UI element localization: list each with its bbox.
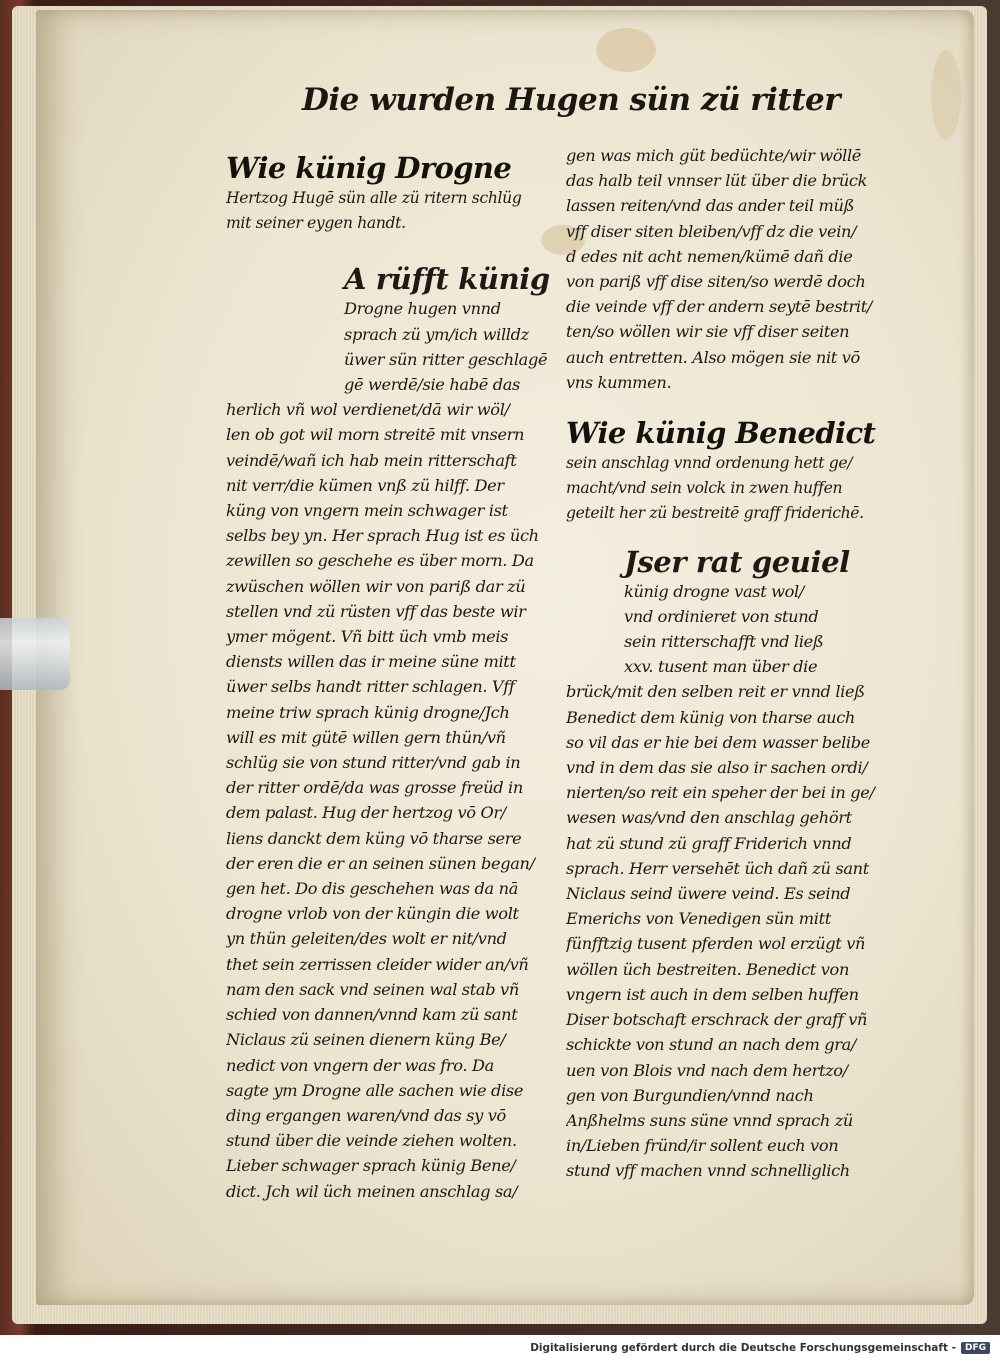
text-line: Drogne hugen vnnd [344,299,501,319]
text-line: stellen vnd zü rüsten vff das beste wir [226,601,526,621]
text-line: ymer mögent. Vñ bitt üch vmb meis [226,627,509,647]
text-line: selbs bey yn. Her sprach Hug ist es üch [226,526,539,546]
text-line: nierten/so reit ein speher der bei in ge/ [566,783,875,803]
text-line: nit verr/die kümen vnß zü hilff. Der [226,475,504,495]
paragraph [566,545,884,1184]
text-line: von pariß vff dise siten/so werdē doch [566,272,866,292]
text-line: dem palast. Hug der hertzog vō Or/ [226,803,506,823]
text-line: Niclaus seind üwere veind. Es seind [566,884,851,904]
text-line: gē werdē/sie habē das [344,375,521,395]
text-line: schied von dannen/vnnd kam zü sant [226,1005,518,1025]
running-header: Die wurden Hugen sün zü ritter [302,82,841,118]
text-line: len ob got wil morn streitē mit vnsern [226,425,525,445]
text-line: d edes nit acht nemen/kümē dañ die [566,246,853,266]
text-line: ding ergangen waren/vnd das sy vō [226,1105,506,1125]
text-line: vns kummen. [566,372,672,392]
text-line: xxv. tusent man über die [624,657,818,677]
text-line: wesen was/vnd den anschlag gehört [566,808,852,828]
text-line: lassen reiten/vnd das ander teil müß [566,196,855,216]
text-line: ten/so wöllen wir sie vff diser seiten [566,322,850,342]
text-line: zewillen so geschehe es über morn. Da [226,551,534,571]
text-line: üwer sün ritter geschlagē [344,349,548,369]
text-line: drogne vrlob von der küngin die wolt [226,904,519,924]
text-line: uen von Blois vnd nach dem hertzo/ [566,1060,848,1080]
paragraph [226,262,552,1203]
text-line: nam den sack vnd seinen wal stab vñ [226,979,519,999]
text-line: der ritter ordē/da was grosse freüd in [226,778,523,798]
right-column [566,143,884,1184]
rubric-line: mit seiner eygen handt. [226,214,406,233]
text-line: schlüg sie von stund ritter/vnd gab in [226,753,521,773]
text-line: Emerichs von Venedigen sün mitt [566,909,831,929]
text-line: vnd in dem das sie also ir sachen ordi/ [566,758,868,778]
text-line: veindē/wañ ich hab mein ritterschaft [226,450,517,470]
text-line: vff diser siten bleiben/vff dz die vein/ [566,221,857,241]
text-line: sein ritterschafft vnd ließ [624,632,824,652]
text-line: sagte ym Drogne alle sachen wie dise [226,1080,524,1100]
text-line: will es mit gütē willen gern thün/vñ [226,727,506,747]
text-line: gen von Burgundien/vnnd nach [566,1085,814,1105]
text-line: stund vff machen vnnd schnelliglich [566,1161,850,1181]
text-line: in/Lieben fründ/ir sollent euch von [566,1136,839,1156]
text-line: küng von vngern mein schwager ist [226,501,508,521]
text-line: herlich vñ wol verdienet/dā wir wöl/ [226,400,510,420]
page-clip [0,618,70,690]
text-line: sprach. Herr versehēt üch dañ zü sant [566,858,869,878]
text-line: so vil das er hie bei dem wasser belibe [566,732,870,752]
text-line: dict. Jch wil üch meinen anschlag sa/ [226,1181,518,1201]
text-line: Benedict dem künig von tharse auch [566,707,855,727]
text-line: schickte von stund an nach dem gra/ [566,1035,857,1055]
dfg-logo: DFG [961,1342,990,1354]
text-line: diensts willen das ir meine süne mitt [226,652,516,672]
text-line: yn thün geleiten/des wolt er nit/vnd [226,929,507,949]
text-line: thet sein zerrissen cleider wider an/vñ [226,954,529,974]
text-line: das halb teil vnnser lüt über die brück [566,171,868,191]
text-line: die veinde vff der andern seytē bestrit/ [566,297,872,317]
section-title: Wie künig Drogne [226,151,512,185]
text-line: stund über die veinde ziehen wolten. [226,1131,517,1151]
text-line: der eren die er an seinen sünen began/ [226,853,535,873]
text-line: hat zü stund zü graff Friderich vnnd [566,833,852,853]
opening-words: Jser rat geuiel [624,544,850,579]
rubric-line: Hertzog Hugē sün alle zü ritern schlüg [226,189,522,207]
text-line: vnd ordinieret von stund [624,606,819,626]
text-line: wöllen üch bestreiten. Benedict von [566,959,850,979]
text-line: vngern ist auch in dem selben huffen [566,984,859,1004]
section-rubric [226,186,552,236]
rubric-line: sein anschlag vnnd ordenung hett ge/ [566,454,853,473]
text-line: sprach zü ym/ich willdz [344,324,529,344]
text-line: brück/mit den selben reit er vnnd ließ [566,682,865,702]
text-line: fünfftzig tusent pferden wol erzügt vñ [566,934,866,954]
rubric-line: geteilt her zü bestreitē graff friderichē. [566,504,864,523]
text-line: meine triw sprach künig drogne/Jch [226,702,510,722]
text-line: zwüschen wöllen wir von pariß dar zü [226,576,526,596]
text-line: auch entretten. Also mögen sie nit vō [566,347,860,367]
text-line: Lieber schwager sprach künig Bene/ [226,1156,516,1176]
text-line: künig drogne vast wol/ [624,581,804,601]
text-line: nedict von vngern der was fro. Da [226,1055,494,1075]
footer-text: Digitalisierung gefördert durch die Deutsche Forschungsgemeinschaft - [530,1342,956,1354]
opening-words: A rüfft künig [344,262,550,297]
text-line: Anßhelms suns süne vnnd sprach zü [566,1110,854,1130]
left-column [226,150,552,1204]
text-line: gen was mich güt bedüchte/wir wöllē [566,146,862,165]
text-line: gen het. Do dis geschehen was da nā [226,879,519,899]
text-line: Niclaus zü seinen dienern küng Be/ [226,1030,506,1050]
section-title: Wie künig Benedict [566,416,876,451]
section-rubric [566,451,884,527]
text-line: Diser botschaft erschrack der graff vñ [566,1010,868,1030]
text-line: üwer selbs handt ritter schlagen. Vff [226,677,515,697]
funding-footer [530,1338,990,1358]
stain [931,50,961,140]
rubric-line: macht/vnd sein volck in zwen huffen [566,479,843,498]
text-line: liens danckt dem küng vō tharse sere [226,828,522,848]
stain [596,28,656,72]
